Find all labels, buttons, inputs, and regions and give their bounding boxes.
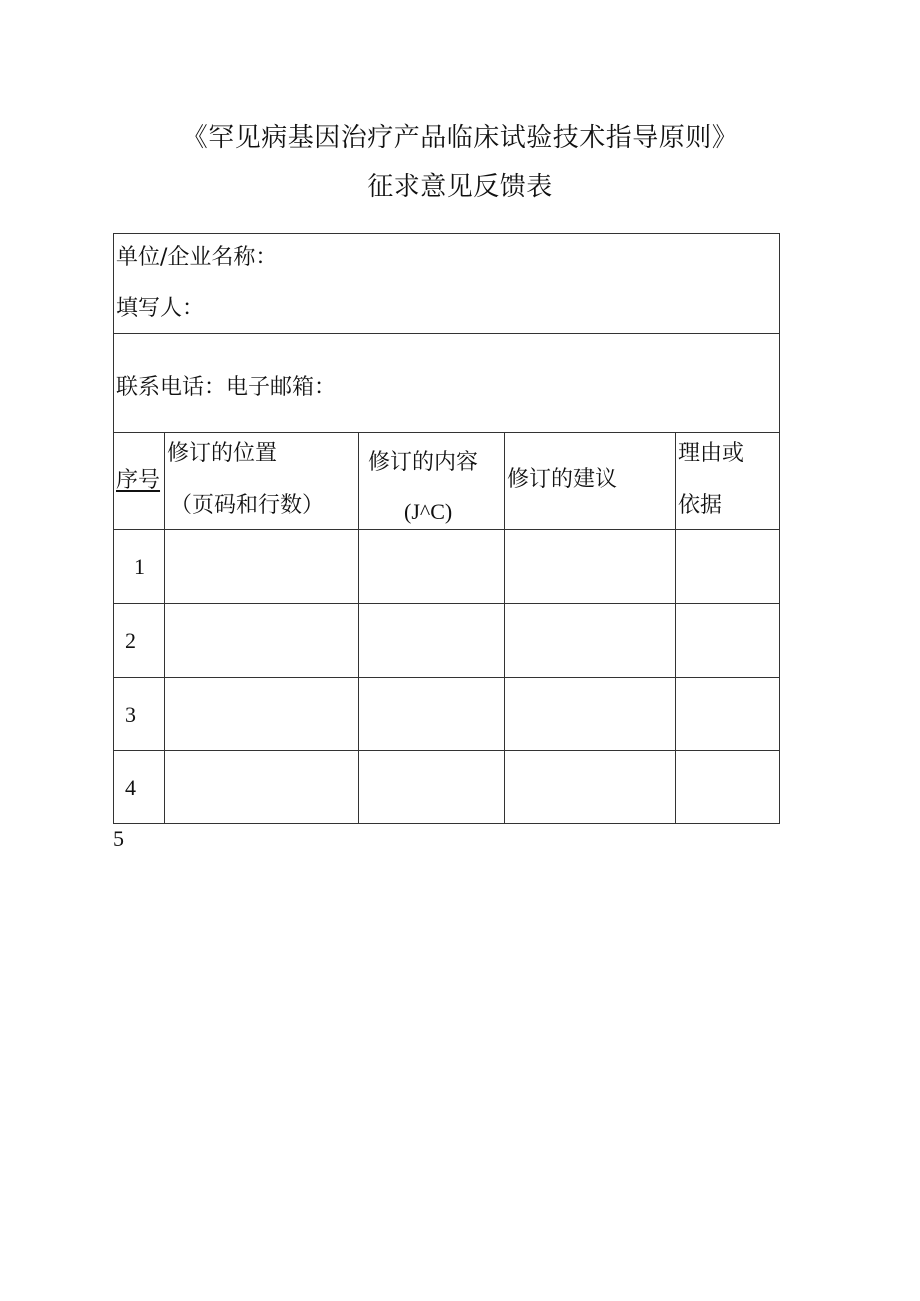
header-reason-line-2: 依据 — [678, 493, 723, 518]
table-row-3-index: 3 — [125, 702, 136, 727]
page-title-line-1: 《罕见病基因治疗产品临床试验技术指导原则》 — [181, 123, 739, 153]
table-divider-row-1 — [113, 603, 780, 604]
header-content-line-2: (J^C) — [404, 499, 453, 524]
header-location-line-1: 修订的位置 — [167, 441, 278, 466]
table-column-divider-4 — [675, 432, 676, 824]
header-suggestion: 修订的建议 — [507, 467, 618, 492]
table-divider-row-3 — [113, 750, 780, 751]
header-index: 序号 — [116, 468, 161, 493]
page-title-line-2: 征求意见反馈表 — [367, 172, 553, 202]
table-divider-row-2 — [113, 677, 780, 678]
header-reason-line-1: 理由或 — [678, 441, 745, 466]
organization-label: 单位/企业名称： — [116, 245, 278, 270]
table-divider-header-bottom — [113, 529, 780, 530]
header-content-line-1: 修订的内容 — [368, 450, 479, 475]
table-column-divider-1 — [164, 432, 165, 824]
header-location-line-2: （页码和行数） — [170, 493, 325, 518]
table-row-4-index: 4 — [125, 775, 136, 800]
table-row-2-index: 2 — [125, 628, 136, 653]
filler-label: 填写人： — [116, 296, 205, 321]
table-column-divider-2 — [358, 432, 359, 824]
table-divider-header — [113, 432, 780, 433]
table-divider-info — [113, 333, 780, 334]
table-row-1-index: 1 — [134, 554, 145, 579]
table-column-divider-3 — [504, 432, 505, 824]
trailing-row-index: 5 — [113, 826, 124, 851]
contact-label: 联系电话：电子邮箱： — [116, 375, 337, 400]
